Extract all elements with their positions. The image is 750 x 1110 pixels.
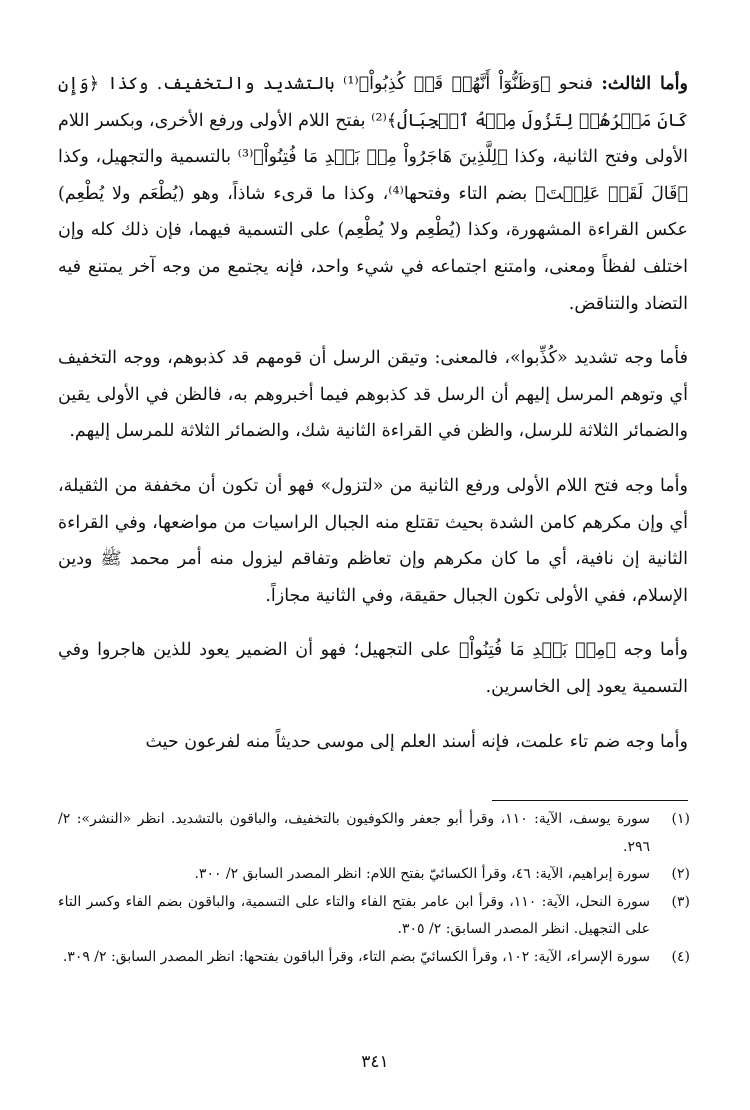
footnote-text: سورة النحل، الآية: ١١٠، وقرأ ابن عامر بفتح الفاء والتاء على التسمية، والباقون بضم الفاء وكسر التاء على التجهيل. انظر المصدر السابق: ٢/ ٣٠٥.: [58, 893, 650, 937]
footnote-3: [58, 889, 690, 944]
footnote-number: (١): [671, 811, 690, 827]
footnote-number: (٤): [671, 948, 690, 965]
paragraph-text: وأما وجه ضم تاء علمت، فإنه أسند العلم إلى موسى حديثاً منه لفرعون حيث: [145, 731, 688, 752]
footnote-2: [58, 861, 690, 889]
paragraph-3: [58, 468, 688, 614]
footnote-text: سورة الإسراء، الآية: ١٠٢، وقرأ الكسائيّ بضم التاء، وقرأ الباقون بفتحها: انظر المصدر السابق: ٢/ ٣٠٩.: [62, 948, 650, 965]
footnote-number: (٣): [671, 893, 690, 910]
paragraph-4: [58, 632, 688, 705]
page-number: ٣٤١: [361, 1052, 389, 1072]
paragraph-text: فنحو ﴿وَظَنُّوٓاْ أَنَّهُمۡ قَدۡ كُذِبُواْ﴾⁽¹⁾ بالتشديد والتخفيف. وكذا ﴿وَإِن كَانَ مَكۡرُهُمۡ لِتَزُولَ مِنۡهُ ٱلۡجِبَالُ﴾⁽²⁾ بفتح اللام الأولى ورفع الأخرى، وبكسر اللام الأولى وفتح الثانية، وكذا ﴿لِلَّذِينَ هَاجَرُواْ مِنۢ بَعۡدِ مَا فُتِنُواْ﴾⁽³⁾ بالتسمية والتجهيل، وكذا ﴿قَالَ لَقَدۡ عَلِمۡتَ﴾ بضم التاء وفتحها⁽⁴⁾، وكذا ما قرىء شاذاً، وهو (يُطْعَم ولا يُطْعِم) عكس القراءة المشهورة، وكذا (يُطْعِم ولا يُطْعِم) على التسمية فيهما، فإن ذلك كله وإن اختلف لفظاً ومعنى، وامتنع اجتماعه في شيء واحد، فإنه يجتمع من وجه آخر يمتنع فيه التضاد والتناقض.: [58, 74, 689, 314]
section-lead: وأما الثالث:: [601, 74, 688, 94]
paragraph-1: [58, 66, 688, 322]
paragraph-2: [58, 340, 688, 450]
footnote-text: سورة إبراهيم، الآية: ٤٦، وقرأ الكسائيّ بفتح اللام: انظر المصدر السابق ٢/ ٣٠٠.: [194, 866, 650, 882]
paragraph-text: فأما وجه تشديد «كُذِّبوا»، فالمعنى: وتيقن الرسل أن قومهم قد كذبوهم، ووجه التخفيف أي وتوهم المرسل إليهم أن الرسل قد كذبوهم فيما أخبروهم به، فالظن في الأولى يقين والضمائر الثلاثة للرسل، والظن في القراءة الثانية شك، والضمائر الثلاثة للمرسل إليهم.: [58, 348, 688, 442]
main-text: [58, 66, 688, 760]
footnote-1: [58, 806, 690, 861]
footnote-text: سورة يوسف، الآية: ١١٠، وقرأ أبو جعفر والكوفيون بالتخفيف، والباقون بالتشديد. انظر «النشر»: ٢/ ٢٩٦.: [58, 811, 650, 855]
footnote-number: (٢): [671, 866, 690, 882]
footnote-divider: [492, 800, 688, 801]
paragraph-text: وأما وجه فتح اللام الأولى ورفع الثانية من «لتزول» فهو أن تكون أن مخففة من الثقيلة، أي وإن مكرهم كامن الشدة بحيث تقتلع منه الجبال الراسيات من مواضعها، وفي القراءة الثانية إن نافية، أي ما كان مكرهم وإن تعاظم وتفاقم ليزول منه أمر محمد ﷺ ودين الإسلام، ففي الأولى تكون الجبال حقيقة، وفي الثانية مجازاً.: [58, 475, 688, 606]
footnote-4: [58, 944, 690, 972]
paragraph-5: [58, 724, 688, 761]
footnotes: [58, 806, 690, 971]
paragraph-text: وأما وجه ﴿مِنۢ بَعۡدِ مَا فُتِنُواْ﴾ على التجهيل؛ فهو أن الضمير يعود للذين هاجروا وفي التسمية يعود إلى الخاسرين.: [58, 640, 688, 697]
